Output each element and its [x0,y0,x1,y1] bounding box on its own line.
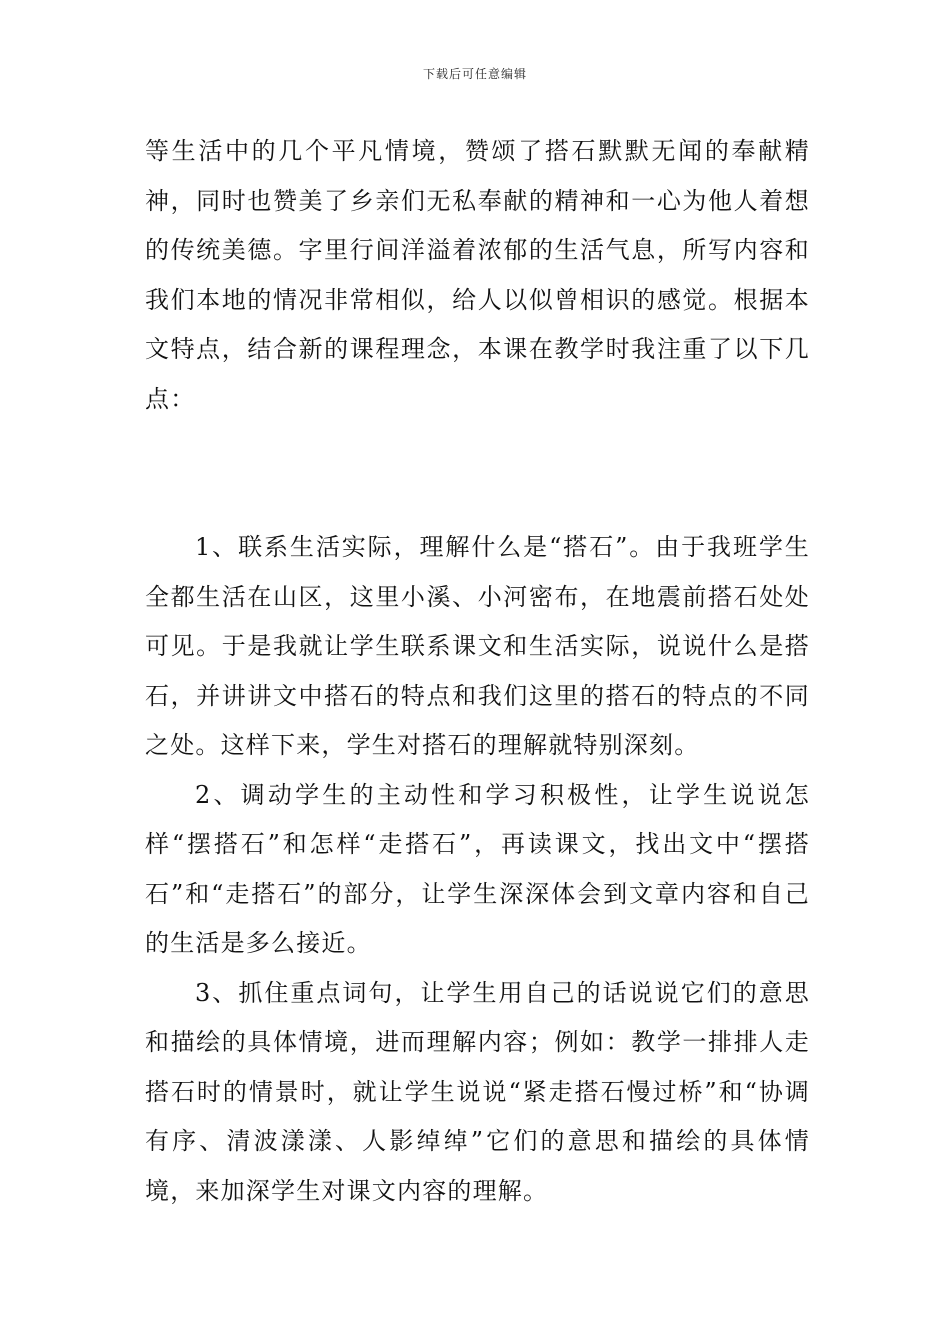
page-header: 下载后可任意编辑 [422,67,527,81]
paragraph-point-2: 2、调动学生的主动性和学习积极性，让学生说说怎样“摆搭石”和怎样“走搭石”，再读课文，找出文中“摆搭石”和“走搭石”的部分，让学生深深体会到文章内容和自己的生活是多么接近。 [145,780,810,957]
paragraph-gap [145,424,810,523]
document-body [145,127,810,1216]
paragraph-point-1: 1、联系生活实际，理解什么是“搭石”。由于我班学生全都生活在山区，这里小溪、小河密布，在地震前搭石处处可见。于是我就让学生联系课文和生活实际，说说什么是搭石，并讲讲文中搭石的特点和我们这里的搭石的特点的不同之处。这样下来，学生对搭石的理解就特别深刻。 [145,533,810,759]
paragraph-intro: 等生活中的几个平凡情境，赞颂了搭石默默无闻的奉献精神，同时也赞美了乡亲们无私奉献的精神和一心为他人着想的传统美德。字里行间洋溢着浓郁的生活气息，所写内容和我们本地的情况非常相似，给人以似曾相识的感觉。根据本文特点，结合新的课程理念，本课在教学时我注重了以下几点： [145,137,810,413]
paragraph-point-3: 3、抓住重点词句，让学生用自己的话说说它们的意思和描绘的具体情境，进而理解内容；例如：教学一排排人走搭石时的情景时，就让学生说说“紧走搭石慢过桥”和“协调有序、清波漾漾、人影绰绰”它们的意思和描绘的具体情境，来加深学生对课文内容的理解。 [145,978,810,1205]
